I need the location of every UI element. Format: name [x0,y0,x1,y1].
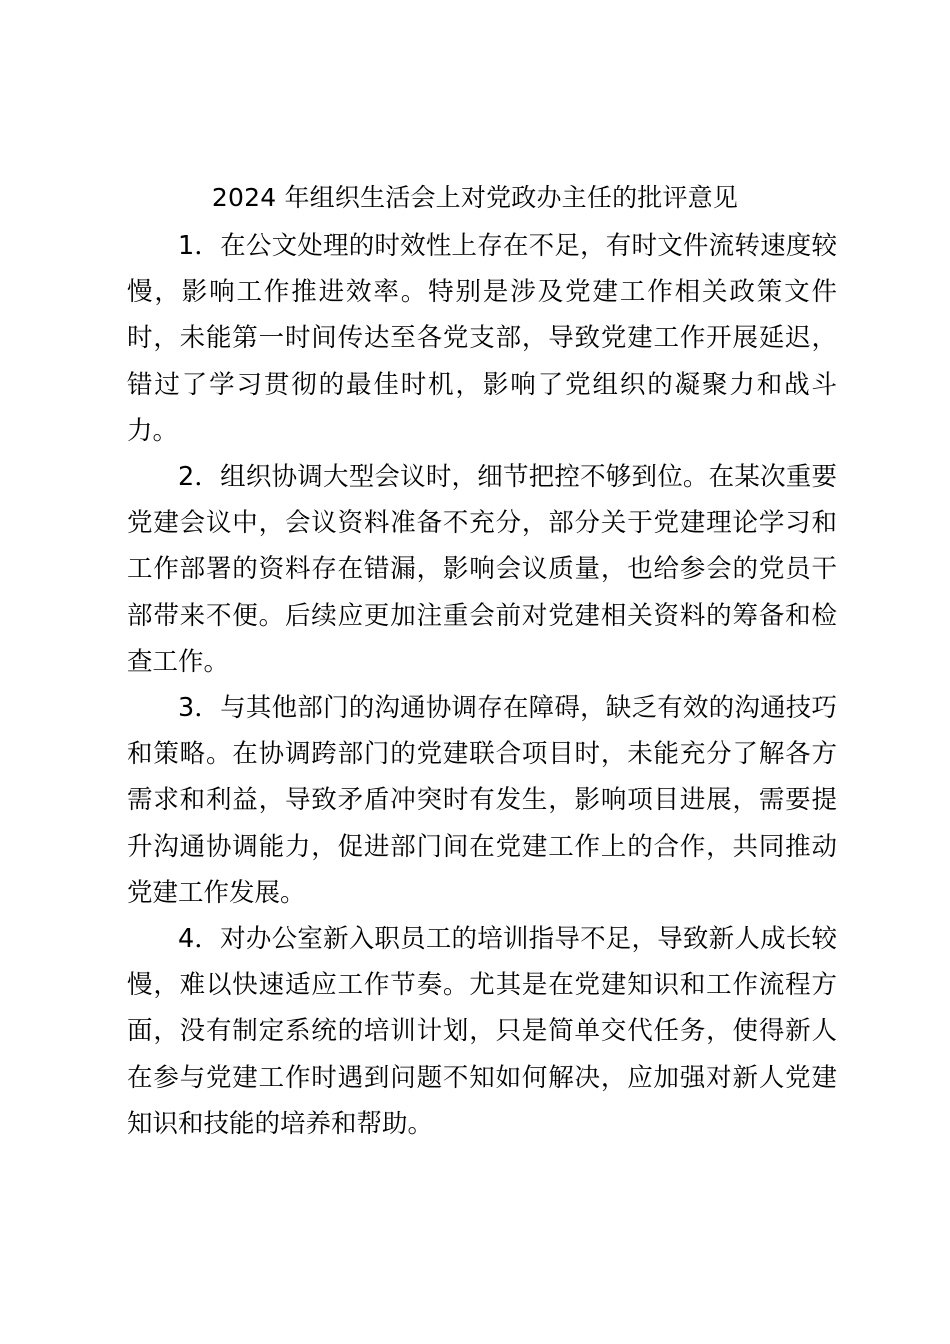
document-title: 2024 年组织生活会上对党政办主任的批评意见 [211,183,739,212]
paragraph-4: 4．对办公室新入职员工的培训指导不足，导致新人成长较慢，难以快速适应工作节奏。尤其是在党建知识和工作流程方面，没有制定系统的培训计划，只是简单交代任务，使得新人在参与党建工作时遇到问题不知如何解决，应加强对新人党建知识和技能的培养和帮助。 [127,924,837,1139]
document-body [127,223,837,1147]
paragraph-2: 2．组织协调大型会议时，细节把控不够到位。在某次重要党建会议中，会议资料准备不充分，部分关于党建理论学习和工作部署的资料存在错漏，影响会议质量，也给参会的党员干部带来不便。后续应更加注重会前对党建相关资料的筹备和检查工作。 [127,462,837,677]
paragraph-1: 1．在公文处理的时效性上存在不足，有时文件流转速度较慢，影响工作推进效率。特别是涉及党建工作相关政策文件时，未能第一时间传达至各党支部，导致党建工作开展延迟，错过了学习贯彻的最佳时机，影响了党组织的凝聚力和战斗力。 [127,231,837,446]
paragraph-3: 3．与其他部门的沟通协调存在障碍，缺乏有效的沟通技巧和策略。在协调跨部门的党建联合项目时，未能充分了解各方需求和利益，导致矛盾冲突时有发生，影响项目进展，需要提升沟通协调能力，促进部门间在党建工作上的合作，共同推动党建工作发展。 [127,693,837,908]
